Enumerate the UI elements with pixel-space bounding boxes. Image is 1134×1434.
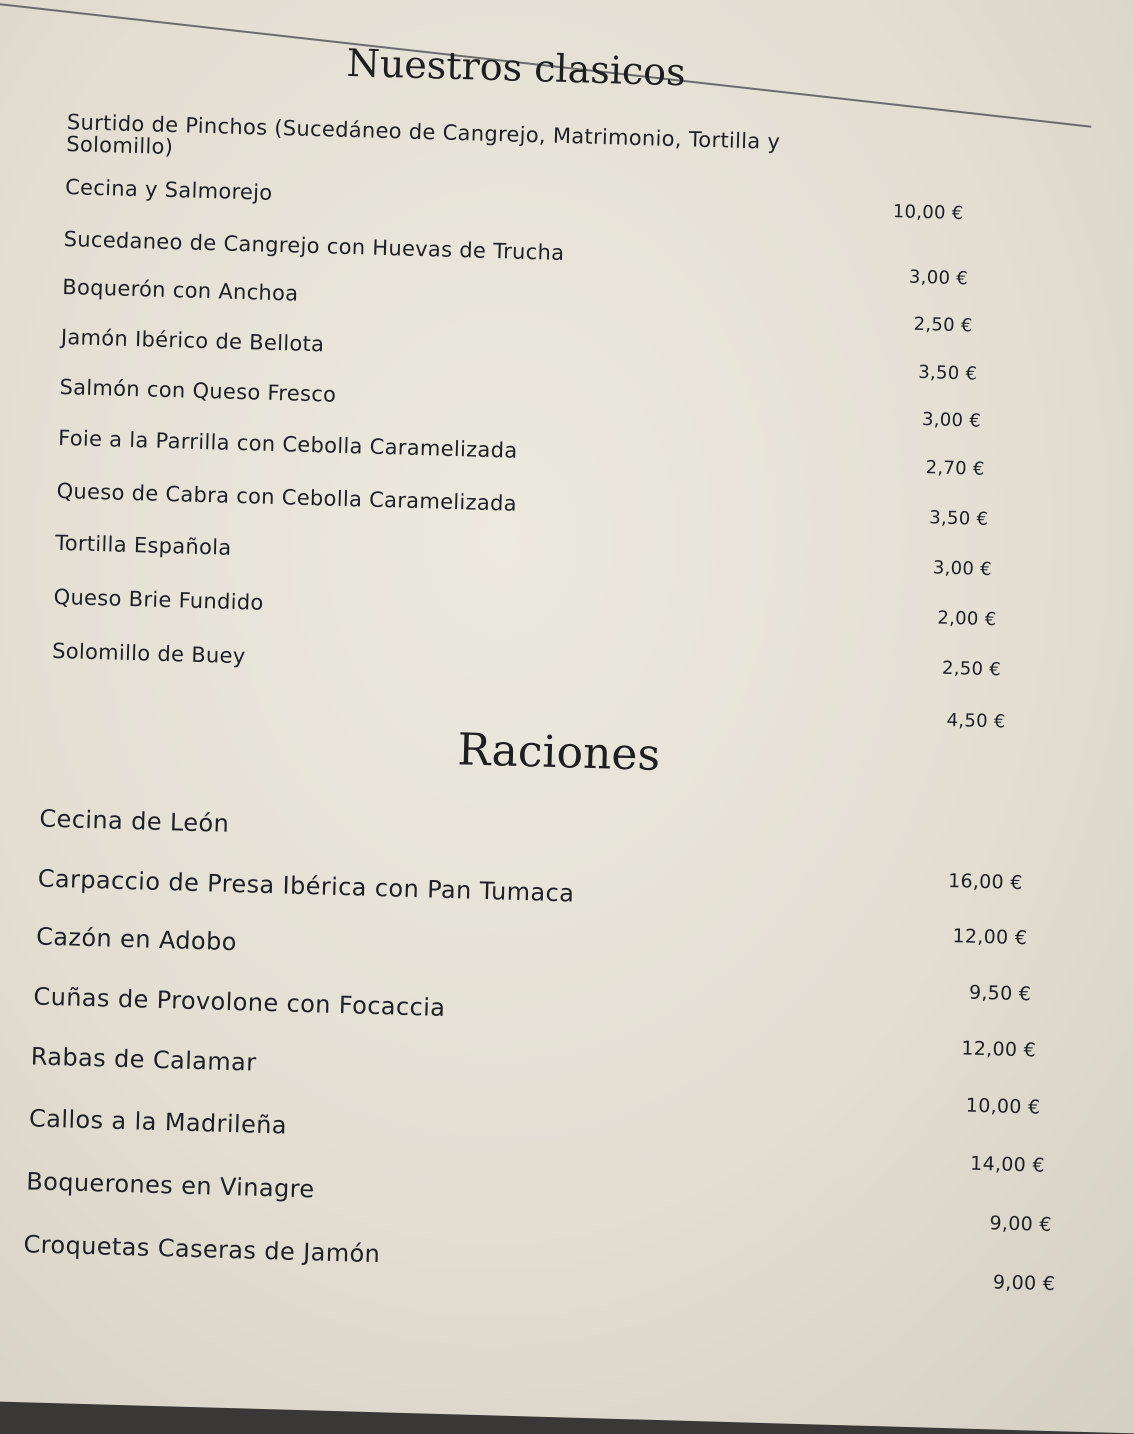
menu-item: Foie a la Parrilla con Cebolla Caramelizada bbox=[57, 425, 518, 463]
menu-item: Salmón con Queso Fresco bbox=[59, 374, 337, 407]
menu-item: Cuñas de Provolone con Focaccia bbox=[33, 982, 446, 1022]
menu-price: 14,00 € bbox=[969, 1152, 1046, 1177]
menu-price: 9,00 € bbox=[989, 1212, 1053, 1236]
menu-price: 12,00 € bbox=[961, 1037, 1037, 1062]
menu-price: 10,00 € bbox=[892, 201, 964, 225]
menu-price: 9,50 € bbox=[968, 981, 1032, 1006]
menu-item: Solomillo de Buey bbox=[51, 638, 246, 669]
menu-item: Boquerón con Anchoa bbox=[62, 274, 299, 306]
section-title-clasicos: Nuestros clasicos bbox=[346, 40, 687, 95]
menu-price: 16,00 € bbox=[947, 869, 1024, 895]
menu-item: Tortilla Española bbox=[54, 530, 232, 560]
menu-price: 2,50 € bbox=[941, 657, 1002, 681]
menu-item: Callos a la Madrileña bbox=[28, 1104, 288, 1140]
menu-price: 3,50 € bbox=[928, 507, 989, 530]
menu-price: 2,70 € bbox=[925, 457, 985, 480]
menu-item: Queso Brie Fundido bbox=[53, 584, 264, 615]
menu-item: Croquetas Caseras de Jamón bbox=[23, 1230, 381, 1269]
menu-price: 3,00 € bbox=[908, 266, 969, 290]
menu-item: Boquerones en Vinagre bbox=[25, 1167, 315, 1204]
menu-price: 9,00 € bbox=[992, 1271, 1056, 1296]
menu-item: Cazón en Adobo bbox=[35, 922, 238, 957]
menu-item: Queso de Cabra con Cebolla Caramelizada bbox=[56, 478, 518, 516]
menu-price: 3,00 € bbox=[932, 557, 993, 581]
menu-price: 2,00 € bbox=[937, 607, 997, 631]
menu-item: Sucedaneo de Cangrejo con Huevas de Trucha bbox=[63, 227, 565, 265]
menu-price: 4,50 € bbox=[946, 709, 1006, 733]
menu-price: 12,00 € bbox=[952, 925, 1028, 950]
menu-price: 2,50 € bbox=[913, 313, 973, 337]
menu-price: 3,50 € bbox=[918, 361, 978, 385]
section-title-raciones: Raciones bbox=[456, 724, 661, 781]
menu-price: 3,00 € bbox=[921, 409, 982, 432]
menu-item: Jamón Ibérico de Bellota bbox=[60, 324, 325, 357]
menu-item: Cecina y Salmorejo bbox=[64, 175, 273, 205]
menu-item: Surtido de Pinchos (Sucedáneo de Cangrejo, Matrimonio, Tortilla y Solomillo) bbox=[66, 110, 781, 160]
menu-item: Cecina de León bbox=[39, 804, 230, 838]
menu-item: Rabas de Calamar bbox=[30, 1042, 257, 1077]
menu-content bbox=[0, 1, 1132, 1362]
menu-price: 10,00 € bbox=[965, 1094, 1041, 1119]
menu-item: Carpaccio de Presa Ibérica con Pan Tumaca bbox=[37, 864, 575, 908]
